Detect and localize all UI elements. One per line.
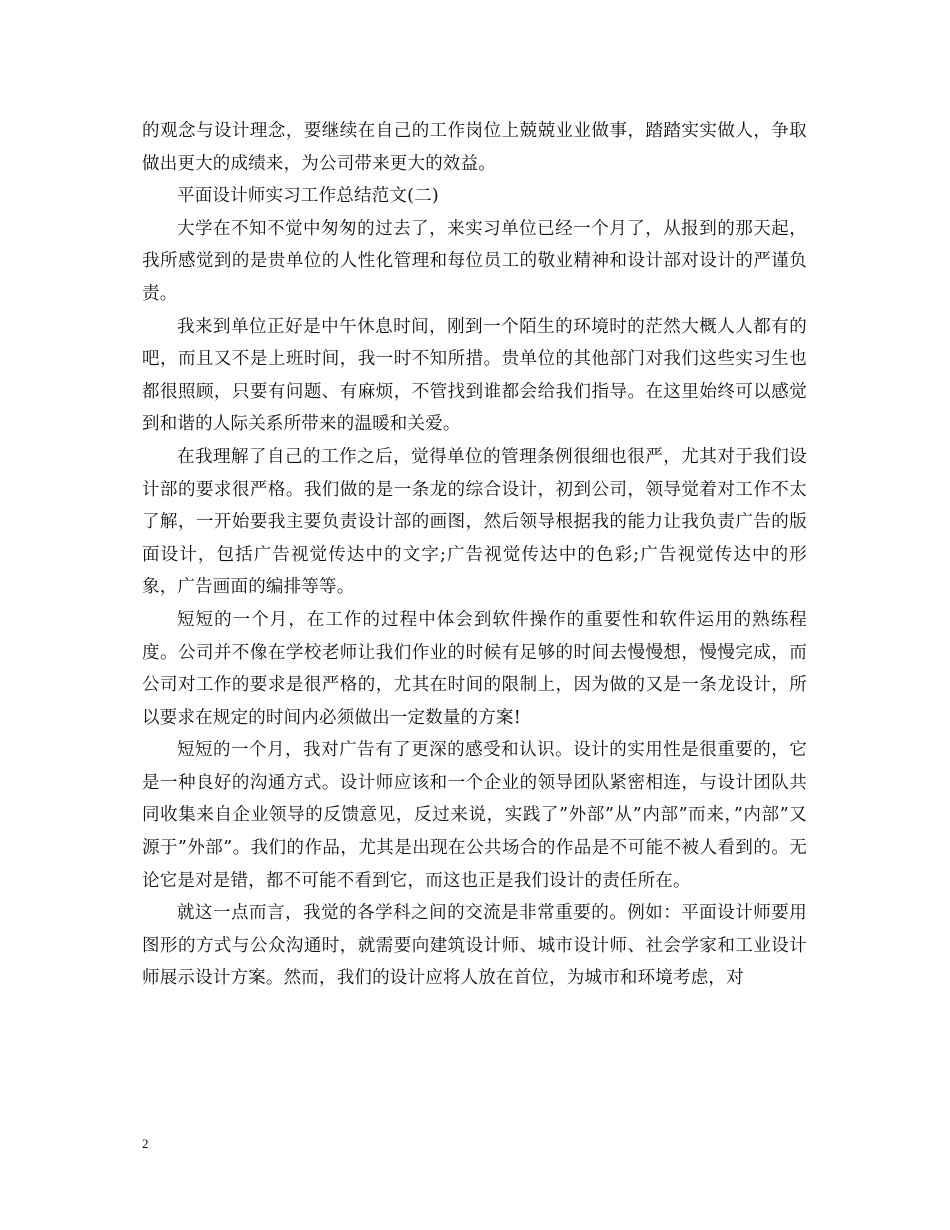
section-heading: 平面设计师实习工作总结范文(二) bbox=[177, 186, 439, 207]
paragraph: 我来到单位正好是中午休息时间，刚到一个陌生的环境时的茫然大概人人都有的吧，而且又不是上班时间，我一时不知所措。贵单位的其他部门对我们这些实习生也都很照顾，只要有问题、有麻烦，不管找到谁都会给我们指导。在这里始终可以感觉到和谐的人际关系所带来的温暖和关爱。 bbox=[142, 316, 807, 435]
paragraph: 短短的一个月，我对广告有了更深的感受和认识。设计的实用性是很重要的，它是一种良好的沟通方式。设计师应该和一个企业的领导团队紧密相连，与设计团队共同收集来自企业领导的反馈意见，反过来说，实践了”外部”从”内部”而来，”内部”又源于”外部”。我们的作品，尤其是出现在公共场合的作品是不可能不被人看到的。无论它是对是错，都不可能不看到它，而这也正是我们设计的责任所在。 bbox=[142, 740, 807, 891]
paragraph: 大学在不知不觉中匆匆的过去了，来实习单位已经一个月了，从报到的那天起，我所感觉到的是贵单位的人性化管理和每位员工的敬业精神和设计部对设计的严谨负责。 bbox=[142, 218, 807, 304]
paragraph-continued: 的观念与设计理念，要继续在自己的工作岗位上兢兢业业做事，踏踏实实做人，争取做出更大的成绩来，为公司带来更大的效益。 bbox=[142, 121, 807, 174]
paragraph: 就这一点而言，我觉的各学科之间的交流是非常重要的。例如：平面设计师要用图形的方式与公众沟通时，就需要向建筑设计师、城市设计师、社会学家和工业设计师展示设计方案。然而，我们的设计应将人放在首位，为城市和环境考虑，对 bbox=[142, 903, 807, 989]
paragraph: 在我理解了自己的工作之后，觉得单位的管理条例很细也很严，尤其对于我们设计部的要求很严格。我们做的是一条龙的综合设计，初到公司，领导觉着对工作不太了解，一开始要我主要负责设计部的画图，然后领导根据我的能力让我负责广告的版面设计，包括广告视觉传达中的文字;广告视觉传达中的色彩;广告视觉传达中的形象，广告画面的编排等等。 bbox=[142, 446, 807, 598]
page-number: 2 bbox=[142, 1136, 149, 1151]
document-body bbox=[142, 115, 807, 995]
paragraph: 短短的一个月，在工作的过程中体会到软件操作的重要性和软件运用的熟练程度。公司并不像在学校老师让我们作业的时候有足够的时间去慢慢想，慢慢完成，而公司对工作的要求是很严格的，尤其在时间的限制上，因为做的又是一条龙设计，所以要求在规定的时间内必须做出一定数量的方案! bbox=[142, 609, 807, 728]
